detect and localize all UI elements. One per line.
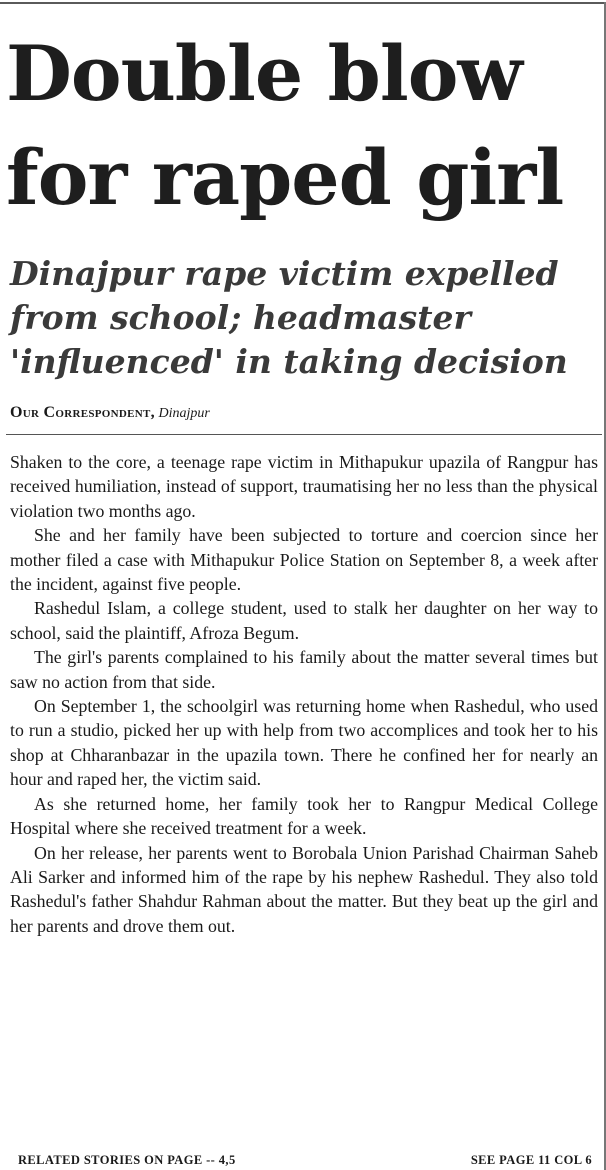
related-stories-note: RELATED STORIES ON PAGE -- 4,5	[18, 1153, 236, 1167]
paragraph: As she returned home, her family took her to Rangpur Medical College Hospital where she received treatment for a week.	[10, 793, 598, 839]
byline-author: Our Correspondent,	[10, 404, 155, 421]
paragraph: On September 1, the schoolgirl was returning home when Rashedul, who used to run a studio, picked her up with help from two accomplices and took her to his shop at Chharanbazar in the upazila town. There he confined her for nearly an hour and raped her, the victim said.	[10, 696, 598, 790]
headline-line-1: Double blow	[6, 29, 522, 118]
subheadline	[10, 252, 600, 384]
byline-rule	[6, 434, 602, 435]
continued-note: SEE PAGE 11 COL 6	[470, 1153, 592, 1167]
paragraph: Shaken to the core, a teenage rape victim in Mithapukur upazila of Rangpur has received humiliation, instead of support, traumatising her no less than the physical violation two months ago.	[10, 452, 598, 521]
subheadline-line-2: from school; headmaster	[10, 298, 471, 337]
paragraph: She and her family have been subjected to torture and coercion since her mother filed a case with Mithapukur Police Station on September 8, a week after the incident, against five people.	[10, 525, 598, 595]
paragraph: Rashedul Islam, a college student, used to stalk her daughter on her way to school, said the plaintiff, Afroza Begum.	[10, 598, 598, 643]
top-rule	[0, 2, 604, 4]
byline-place: Dinajpur	[158, 406, 210, 421]
byline	[10, 404, 210, 423]
headline	[6, 22, 602, 230]
headline-line-2: for raped girl	[6, 133, 564, 222]
subheadline-line-1: Dinajpur rape victim expelled	[10, 254, 559, 293]
subheadline-line-3: 'influenced' in taking decision	[10, 342, 568, 381]
article-body	[10, 450, 598, 938]
paragraph: The girl's parents complained to his family about the matter several times but saw no action from that side.	[10, 647, 598, 692]
paragraph: On her release, her parents went to Borobala Union Parishad Chairman Saheb Ali Sarker and informed him of the rape by his nephew Rashedul. They also told Rashedul's father Shahdur Rahman about the matter. But they beat up the girl and her parents and drove them out.	[10, 842, 598, 936]
